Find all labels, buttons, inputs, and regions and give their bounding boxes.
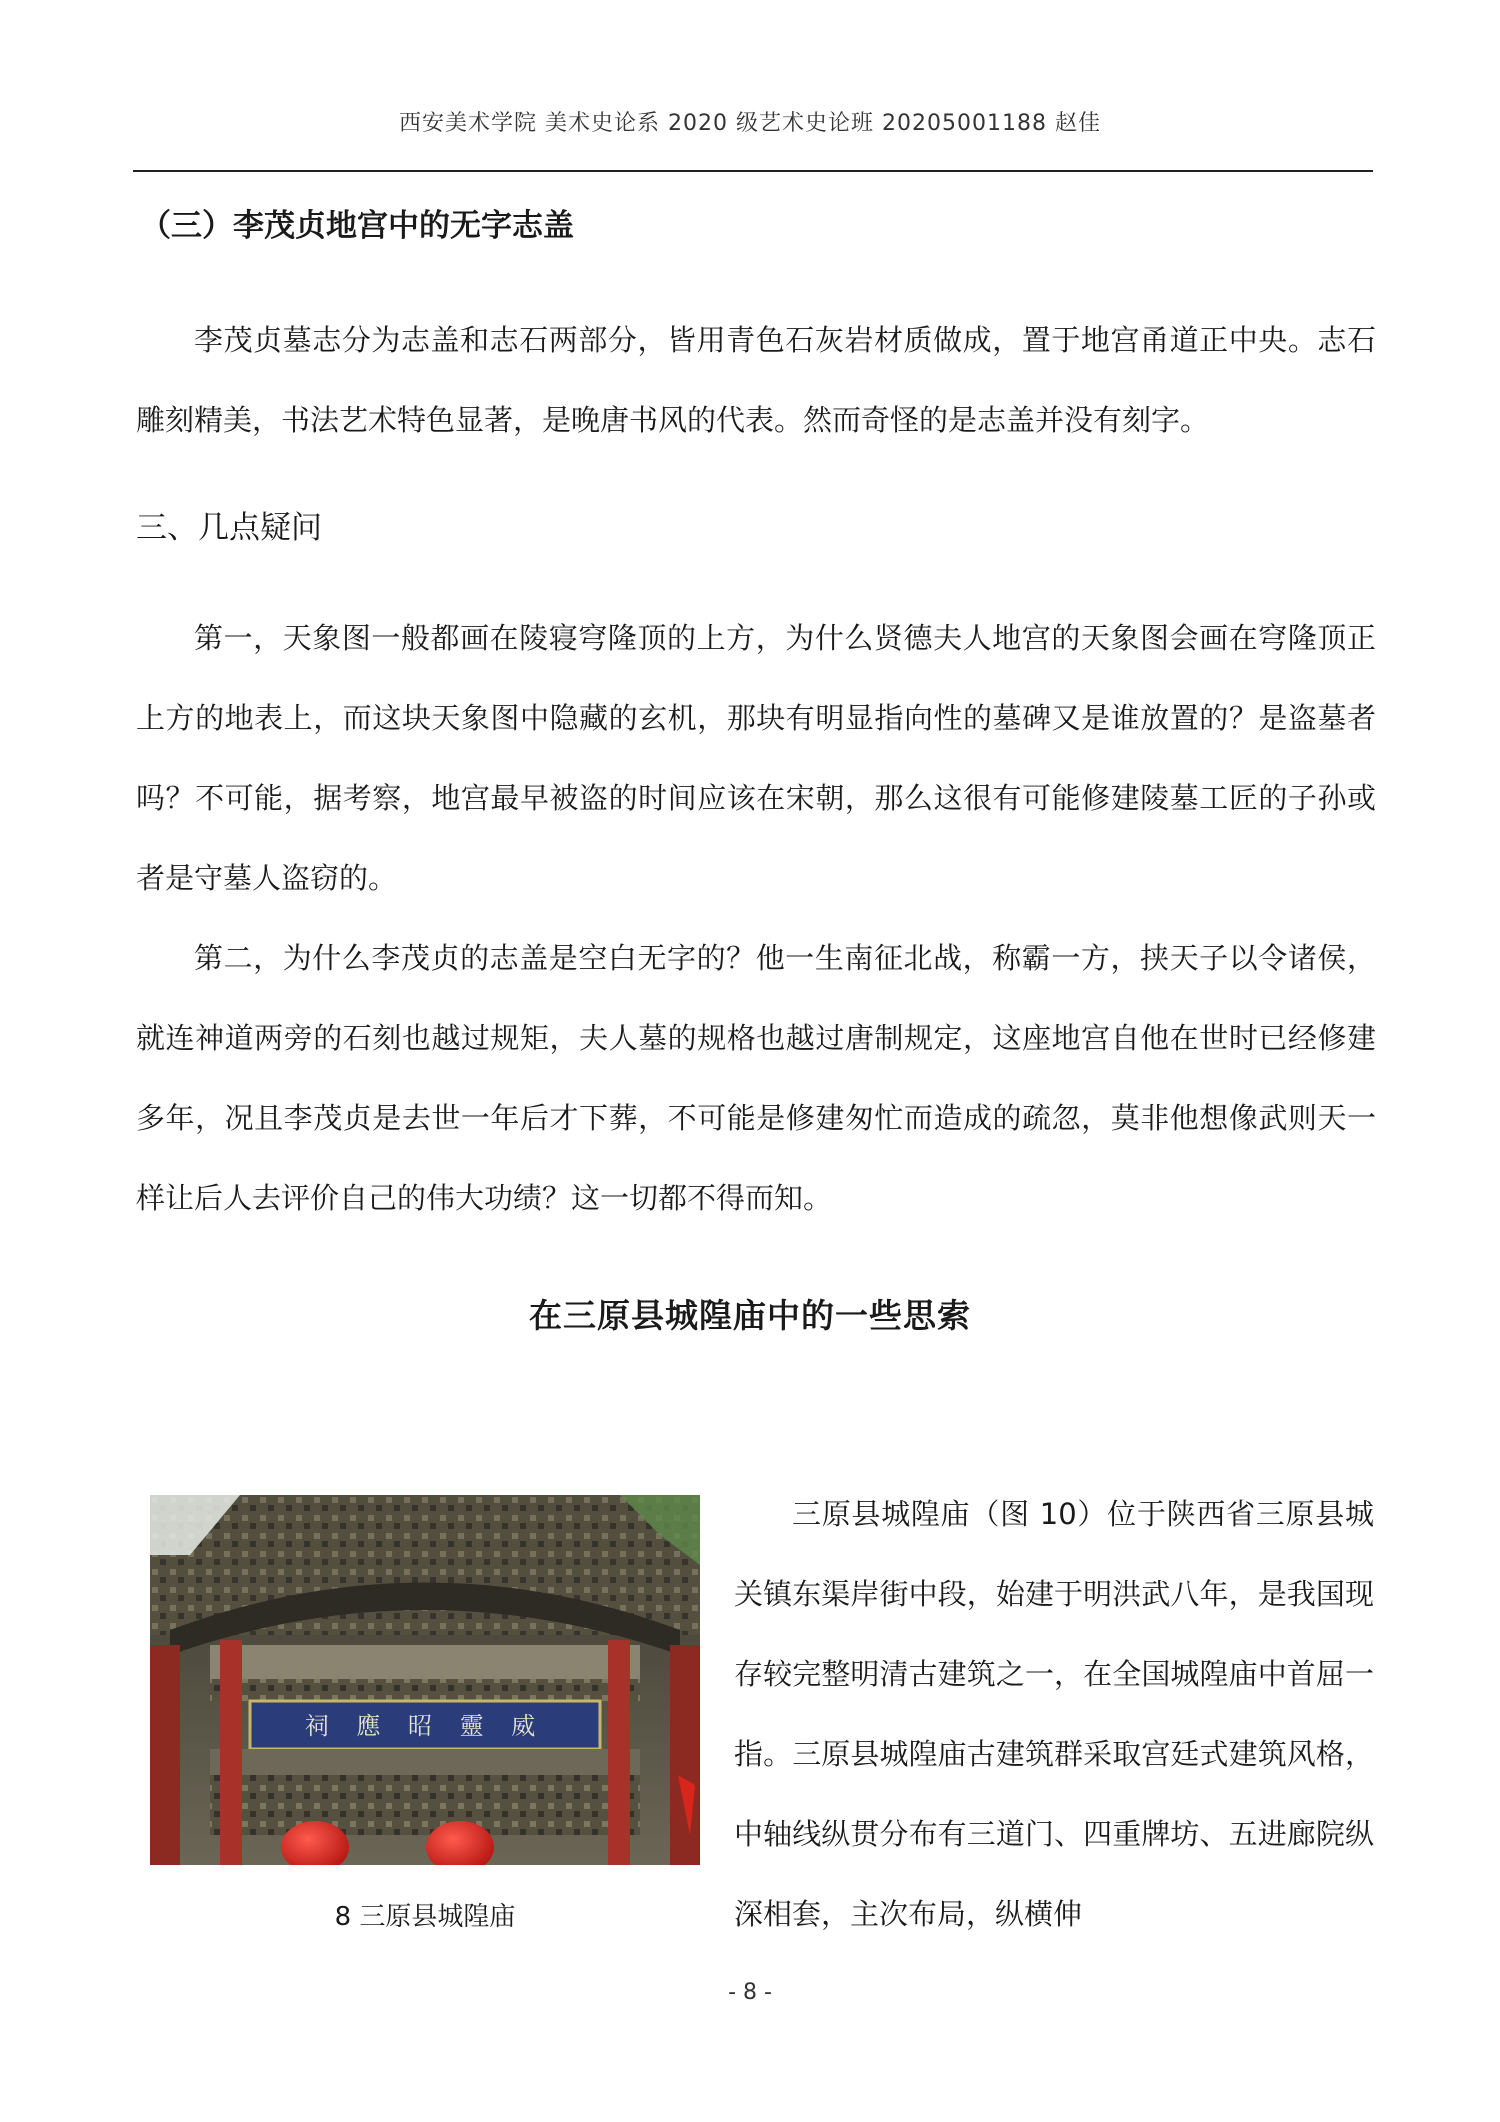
subsection-paragraph: 李茂贞墓志分为志盖和志石两部分，皆用青色石灰岩材质做成，置于地宫甬道正中央。志石雕刻精美，书法艺术特色显著，是晚唐书风的代表。然而奇怪的是志盖并没有刻字。 <box>136 323 1376 437</box>
header-rule <box>133 170 1373 172</box>
page-number: - 8 - <box>728 1980 772 2005</box>
section-paragraph-1: 第一，天象图一般都画在陵寝穹隆顶的上方，为什么贤德夫人地宫的天象图会画在穹隆顶正上方的地表上，而这块天象图中隐藏的玄机，那块有明显指向性的墓碑又是谁放置的？是盗墓者吗？不可能，据考察，地宫最早被盗的时间应该在宋朝，那么这很有可能修建陵墓工匠的子孙或者是守墓人盗窃的。 <box>136 621 1376 895</box>
page-header: 西安美术学院 美术史论系 2020 级艺术史论班 20205001188 赵佳 <box>399 111 1101 136</box>
temple-photo <box>150 1495 700 1865</box>
subsection-heading: （三）李茂贞地宫中的无字志盖 <box>140 208 574 244</box>
figure-caption: 8 三原县城隍庙 <box>334 1902 516 1932</box>
article-title: 在三原县城隍庙中的一些思索 <box>529 1296 971 1335</box>
article-paragraph: 三原县城隍庙（图 10）位于陕西省三原县城关镇东渠岸街中段，始建于明洪武八年，是我国现存较完整明清古建筑之一，在全国城隍庙中首屈一指。三原县城隍庙古建筑群采取宫廷式建筑风格，中轴线纵贯分布有三道门、四重牌坊、五进廊院纵深相套，主次布局，纵横伸 <box>734 1497 1374 1931</box>
section-heading: 三、几点疑问 <box>136 510 322 546</box>
section-paragraph-2: 第二，为什么李茂贞的志盖是空白无字的？他一生南征北战，称霸一方，挟天子以令诸侯，就连神道两旁的石刻也越过规矩，夫人墓的规格也越过唐制规定，这座地宫自他在世时已经修建多年，况且李茂贞是去世一年后才下葬，不可能是修建匆忙而造成的疏忽，莫非他想像武则天一样让后人去评价自己的伟大功绩？这一切都不得而知。 <box>136 941 1376 1215</box>
plaque-text: 祠 應 昭 靈 威 <box>304 1712 546 1740</box>
